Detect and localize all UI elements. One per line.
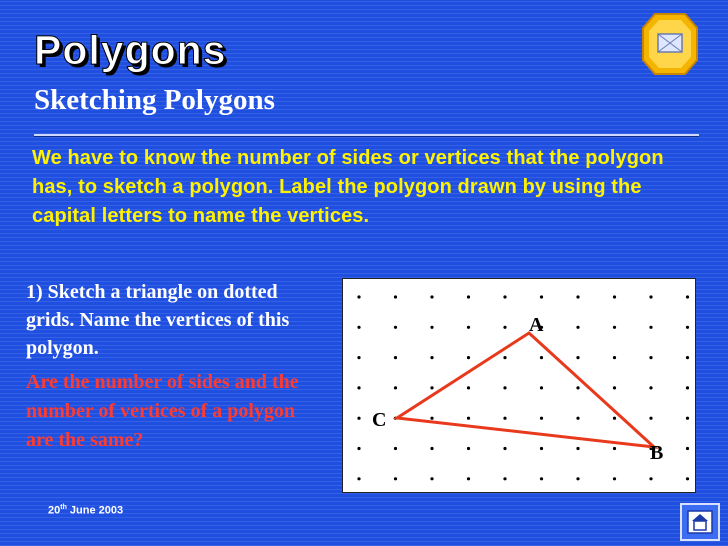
- grid-dot: [503, 417, 506, 420]
- grid-dot: [613, 326, 616, 329]
- grid-dot: [649, 356, 652, 359]
- grid-dot: [686, 447, 689, 450]
- slide-subtitle: Sketching Polygons: [34, 84, 275, 116]
- red-question-text: Are the number of sides and the number of vertices of a polygon are the same?: [26, 371, 299, 451]
- grid-dot: [467, 417, 470, 420]
- grid-dot: [649, 477, 652, 480]
- grid-dot: [686, 417, 689, 420]
- grid-dot: [394, 477, 397, 480]
- grid-dot: [686, 295, 689, 298]
- grid-dot: [357, 386, 360, 389]
- grid-dot: [503, 477, 506, 480]
- grid-dot: [649, 417, 652, 420]
- vertex-label-a: A: [529, 314, 544, 336]
- grid-dot: [467, 477, 470, 480]
- grid-dot: [686, 356, 689, 359]
- grid-dot: [686, 326, 689, 329]
- logo-badge-icon: [641, 12, 699, 76]
- grid-dot: [540, 477, 543, 480]
- grid-dot: [467, 386, 470, 389]
- grid-dot: [576, 326, 579, 329]
- grid-dot: [540, 356, 543, 359]
- grid-dot: [576, 356, 579, 359]
- dotted-grid-figure: [342, 278, 696, 493]
- home-nav-icon: [682, 505, 718, 539]
- grid-dot: [430, 295, 433, 298]
- grid-dot: [394, 295, 397, 298]
- vertex-label-c: C: [372, 409, 387, 431]
- grid-dot: [357, 447, 360, 450]
- grid-dot: [430, 477, 433, 480]
- home-nav-button[interactable]: [680, 503, 720, 541]
- grid-dot: [357, 326, 360, 329]
- grid-dot: [430, 417, 433, 420]
- grid-dot: [467, 295, 470, 298]
- grid-dot: [576, 447, 579, 450]
- grid-dot: [686, 386, 689, 389]
- grid-dot: [540, 386, 543, 389]
- grid-dot: [613, 386, 616, 389]
- slide-date: [48, 504, 123, 517]
- grid-dot: [613, 477, 616, 480]
- grid-dot: [503, 386, 506, 389]
- grid-dot: [540, 295, 543, 298]
- grid-dot: [430, 447, 433, 450]
- grid-dot: [430, 386, 433, 389]
- grid-dot: [649, 326, 652, 329]
- grid-dot: [430, 326, 433, 329]
- grid-dot: [503, 295, 506, 298]
- grid-dot: [613, 417, 616, 420]
- slide-title: Polygons: [34, 27, 227, 73]
- grid-dot: [540, 447, 543, 450]
- triangle-polygon: [397, 333, 654, 447]
- grid-dot: [430, 356, 433, 359]
- question-text: 1) Sketch a triangle on dotted grids. Name the vertices of this polygon.: [26, 281, 290, 359]
- grid-dot: [394, 447, 397, 450]
- grid-dot: [467, 356, 470, 359]
- grid-dot: [503, 326, 506, 329]
- grid-dot: [613, 295, 616, 298]
- grid-dot: [503, 447, 506, 450]
- grid-dot: [394, 326, 397, 329]
- grid-dot: [576, 386, 579, 389]
- grid-dot: [357, 356, 360, 359]
- grid-dots: [357, 295, 689, 480]
- grid-dot: [576, 477, 579, 480]
- grid-dot: [576, 417, 579, 420]
- grid-dot: [357, 417, 360, 420]
- grid-dot: [540, 417, 543, 420]
- date-day: 20: [48, 504, 61, 517]
- date-rest: June 2003: [66, 504, 124, 517]
- title-divider: [34, 134, 699, 136]
- grid-dot: [649, 295, 652, 298]
- grid-dot: [357, 295, 360, 298]
- grid-dot: [686, 477, 689, 480]
- grid-dot: [467, 326, 470, 329]
- vertex-label-b: B: [650, 442, 664, 464]
- dotted-grid-svg: [343, 279, 695, 492]
- grid-dot: [394, 386, 397, 389]
- grid-dot: [467, 447, 470, 450]
- grid-dot: [613, 356, 616, 359]
- grid-dot: [357, 477, 360, 480]
- date-suffix: th: [60, 504, 67, 511]
- grid-dot: [394, 356, 397, 359]
- grid-dot: [503, 356, 506, 359]
- grid-dot: [649, 386, 652, 389]
- grid-dot: [576, 295, 579, 298]
- intro-text: We have to know the number of sides or vertices that the polygon has, to sketch a polygon. Label the polygon drawn by using the capital letters to name the vertices.: [32, 147, 664, 227]
- grid-dot: [613, 447, 616, 450]
